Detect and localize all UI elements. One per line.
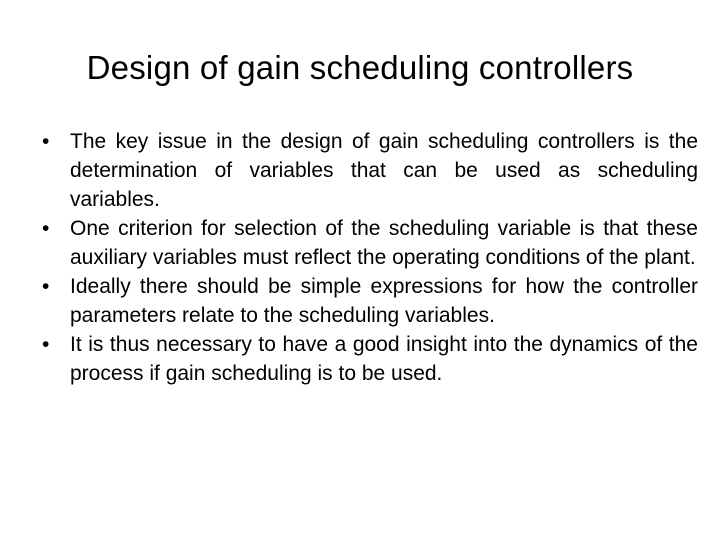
bullet-marker: • (42, 217, 50, 240)
bullet-text: It is thus necessary to have a good insight into the dynamics of the process if gain scheduling is to be used. (70, 333, 698, 385)
bullet-text: The key issue in the design of gain scheduling controllers is the determination of variables that can be used as scheduling variables. (70, 130, 698, 211)
bullet-item (42, 330, 698, 388)
bullet-text: One criterion for selection of the scheduling variable is that these auxiliary variables must reflect the operating conditions of the plant. (70, 217, 698, 269)
bullet-marker: • (42, 333, 50, 356)
bullet-item (42, 272, 698, 330)
bullet-item (42, 127, 698, 214)
bullet-marker: • (42, 130, 50, 153)
bullet-item (42, 214, 698, 272)
bullet-text: Ideally there should be simple expressions for how the controller parameters relate to the scheduling variables. (70, 275, 698, 327)
bullet-marker: • (42, 275, 50, 298)
slide-title: Design of gain scheduling controllers (86, 49, 634, 86)
bullet-list (42, 127, 698, 388)
